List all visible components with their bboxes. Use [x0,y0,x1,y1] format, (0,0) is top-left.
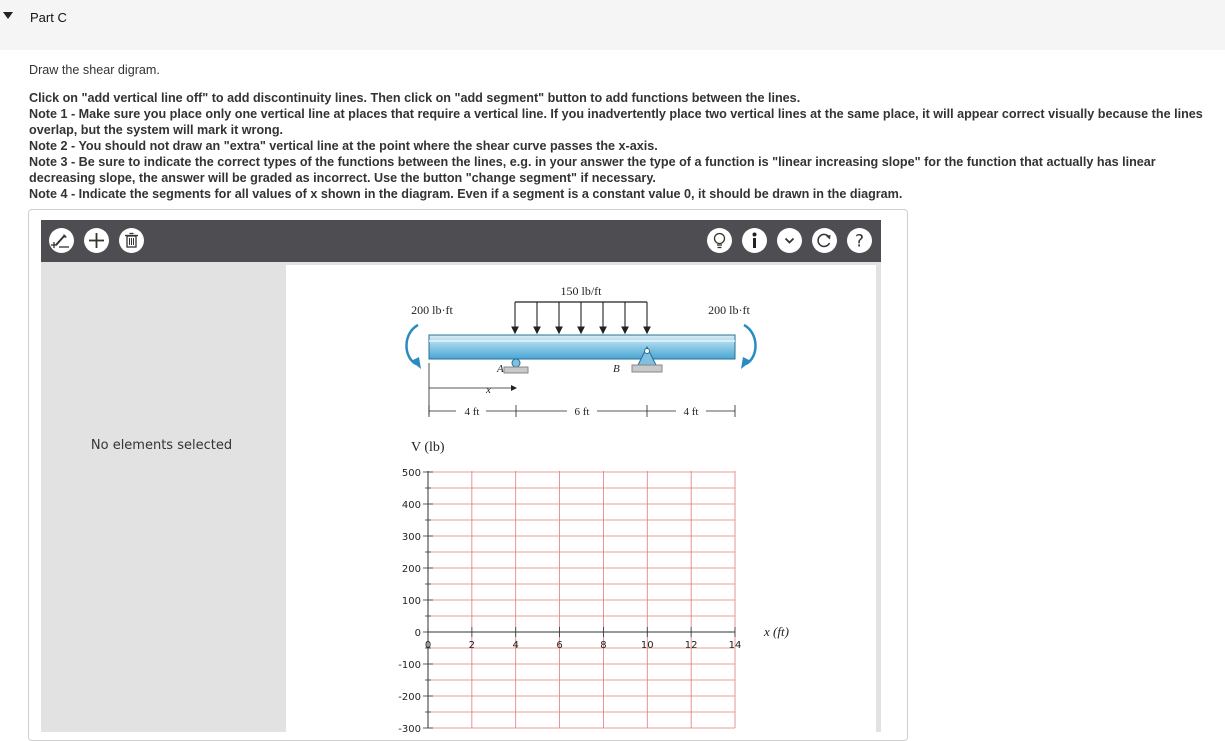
instruction-line: Click on "add vertical line off" to add discontinuity lines. Then click on "add segment" button to add functions between the lines. [29,91,801,105]
beam [429,335,735,359]
y-tick-label: 400 [401,500,421,511]
add-vertical-line-button[interactable] [49,228,74,253]
selection-status: No elements selected [90,438,233,453]
add-vertical-line-icon [49,228,74,253]
y-tick-label: -200 [398,692,421,703]
instruction-line: Note 2 - You should not draw an "extra" vertical line at the point where the shear curve passes the x-axis. [29,139,658,153]
toolbar [41,220,881,262]
dim-label: 6 ft [574,406,590,418]
reset-icon [812,228,837,253]
instructions-intro: Draw the shear digram. [29,63,160,77]
y-axis-label: V (lb) [411,440,445,455]
hint-button[interactable] [707,228,732,253]
y-tick-label: -100 [398,660,421,671]
x-tick-label: 12 [684,640,698,651]
y-tick-label: 300 [401,532,421,543]
drawing-canvas-area [282,262,881,732]
support-a-label: A [497,363,504,375]
dim-label: 4 ft [464,406,480,418]
x-tick-label: 10 [640,640,654,651]
help-button[interactable] [847,228,872,253]
x-tick-label: 14 [728,640,742,651]
lightbulb-icon [707,228,732,253]
dim-label: 4 ft [683,406,699,418]
properties-panel [41,262,282,732]
y-tick-label: 100 [401,596,421,607]
y-tick-label: 500 [401,468,421,479]
delete-button[interactable] [119,228,144,253]
instruction-line: overlap, but the system will mark it wrong. [29,123,284,137]
y-tick-label: 200 [401,564,421,575]
collapse-toggle-icon[interactable] [3,12,13,19]
x-tick-label: 2 [468,640,476,651]
instruction-line: Note 1 - Make sure you place only one vertical line at places that require a vertical line. If you inadvertently place two vertical lines at the same place, it will appear correct visually because the lines [29,107,1203,121]
x-tick-label: 8 [600,640,607,651]
x-tick-label: 0 [424,640,432,651]
support-a [504,359,528,373]
moment-right-arrow [741,325,756,369]
trash-icon [119,228,144,253]
support-b-label: B [613,363,620,375]
moment-right-label: 200 lb·ft [708,303,750,317]
info-button[interactable] [742,228,767,253]
instructions [29,62,1225,202]
shear-chart[interactable] [398,468,741,732]
distributed-load [512,302,650,333]
part-header [0,0,1225,50]
instruction-line: decreasing slope, the answer will be graded as incorrect. Use the button "change segment" if necessary. [29,171,656,185]
y-tick-label: 0 [414,628,421,639]
instruction-line: Note 3 - Be sure to indicate the correct types of the functions between the lines, e.g. in your answer the type of a function is "linear increasing slope" for the function that actually has linear [29,155,1156,169]
chevron-down-icon [777,228,802,253]
reset-button[interactable] [812,228,837,253]
x-label: x [486,384,491,396]
x-tick-label: 4 [512,640,519,651]
moment-left-arrow [406,325,421,369]
add-segment-button[interactable] [84,228,109,253]
add-segment-icon [84,228,109,253]
x-tick-label: 6 [556,640,563,651]
instruction-line: Note 4 - Indicate the segments for all values of x shown in the diagram. Even if a segment is a constant value 0, it should be drawn in the diagram. [29,187,903,201]
x-axis-label: x (ft) [764,624,789,639]
moment-left-label: 200 lb·ft [411,303,453,317]
svg-text:?: ? [854,231,865,252]
drawing-canvas[interactable] [286,265,876,732]
help-icon [847,228,872,253]
beam-diagram [286,265,876,732]
y-tick-label: -300 [398,724,421,732]
info-icon [742,228,767,253]
load-label: 150 lb/ft [560,284,602,298]
more-options-button[interactable] [777,228,802,253]
part-title: Part C [30,10,67,25]
